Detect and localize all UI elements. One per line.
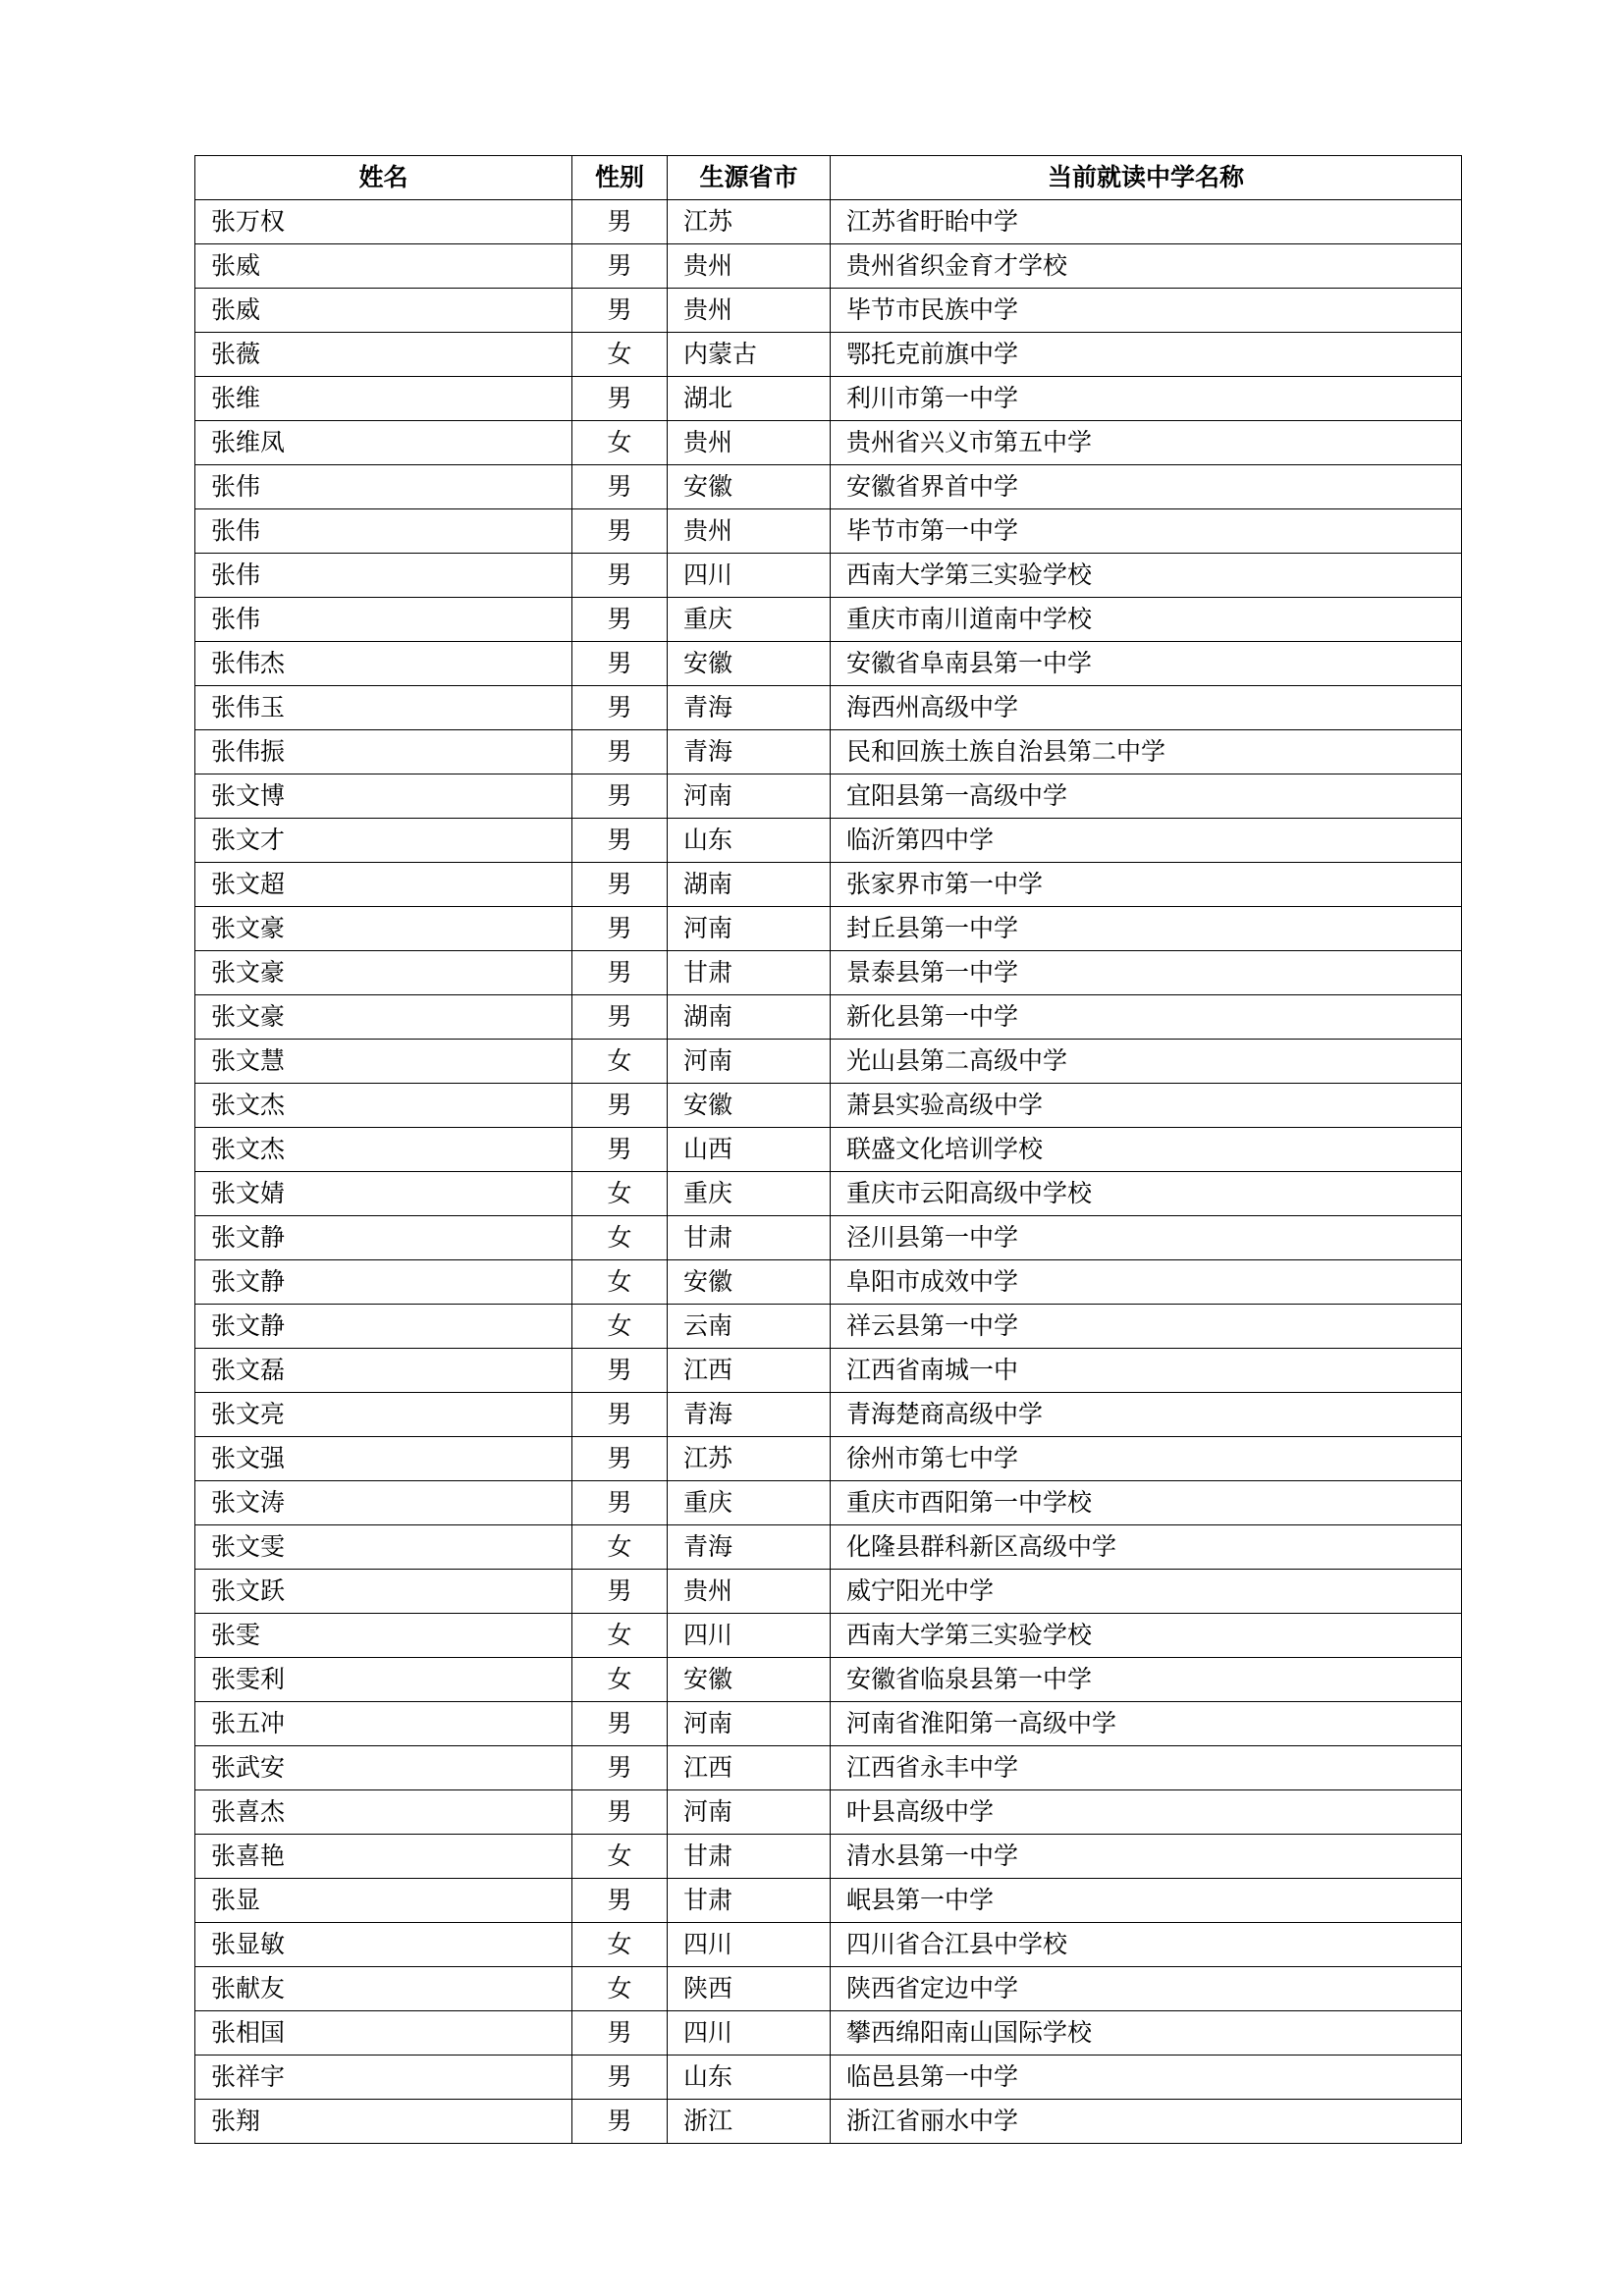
cell-province: 山东: [668, 819, 831, 863]
cell-name: 张威: [195, 244, 572, 289]
cell-school: 利川市第一中学: [831, 377, 1462, 421]
cell-province: 重庆: [668, 1172, 831, 1216]
table-row: [195, 1216, 1462, 1260]
cell-gender: 女: [572, 1658, 668, 1702]
cell-school: 青海楚商高级中学: [831, 1393, 1462, 1437]
table-row: [195, 333, 1462, 377]
cell-school: 景泰县第一中学: [831, 951, 1462, 995]
table-row: [195, 1835, 1462, 1879]
header-name: 姓名: [195, 156, 572, 200]
cell-province: 河南: [668, 907, 831, 951]
cell-school: 贵州省织金育才学校: [831, 244, 1462, 289]
cell-school: 萧县实验高级中学: [831, 1084, 1462, 1128]
cell-province: 江西: [668, 1746, 831, 1790]
cell-gender: 女: [572, 1967, 668, 2011]
cell-name: 张文静: [195, 1305, 572, 1349]
table-row: [195, 1746, 1462, 1790]
cell-name: 张喜艳: [195, 1835, 572, 1879]
cell-school: 宜阳县第一高级中学: [831, 774, 1462, 819]
cell-province: 贵州: [668, 421, 831, 465]
cell-school: 浙江省丽水中学: [831, 2100, 1462, 2144]
table-row: [195, 1967, 1462, 2011]
cell-name: 张祥宇: [195, 2056, 572, 2100]
table-row: [195, 377, 1462, 421]
cell-name: 张显敏: [195, 1923, 572, 1967]
cell-school: 海西州高级中学: [831, 686, 1462, 730]
cell-name: 张文杰: [195, 1084, 572, 1128]
cell-school: 泾川县第一中学: [831, 1216, 1462, 1260]
table-row: [195, 1481, 1462, 1525]
table-row: [195, 2100, 1462, 2144]
cell-name: 张文杰: [195, 1128, 572, 1172]
cell-name: 张伟玉: [195, 686, 572, 730]
cell-gender: 男: [572, 1393, 668, 1437]
cell-name: 张文磊: [195, 1349, 572, 1393]
cell-name: 张文超: [195, 863, 572, 907]
cell-gender: 女: [572, 1525, 668, 1570]
cell-name: 张文豪: [195, 995, 572, 1040]
cell-school: 清水县第一中学: [831, 1835, 1462, 1879]
table-row: [195, 554, 1462, 598]
cell-gender: 男: [572, 1084, 668, 1128]
table-row: [195, 1128, 1462, 1172]
cell-name: 张伟: [195, 554, 572, 598]
cell-name: 张维: [195, 377, 572, 421]
table-row: [195, 1349, 1462, 1393]
cell-gender: 男: [572, 2100, 668, 2144]
cell-name: 张文强: [195, 1437, 572, 1481]
cell-name: 张伟: [195, 509, 572, 554]
cell-school: 新化县第一中学: [831, 995, 1462, 1040]
table-row: [195, 421, 1462, 465]
cell-school: 联盛文化培训学校: [831, 1128, 1462, 1172]
cell-province: 贵州: [668, 1570, 831, 1614]
cell-province: 安徽: [668, 1084, 831, 1128]
table-row: [195, 1172, 1462, 1216]
cell-school: 封丘县第一中学: [831, 907, 1462, 951]
cell-province: 安徽: [668, 642, 831, 686]
table-row: [195, 1923, 1462, 1967]
cell-gender: 男: [572, 1746, 668, 1790]
cell-name: 张喜杰: [195, 1790, 572, 1835]
cell-gender: 女: [572, 1614, 668, 1658]
table-row: [195, 2056, 1462, 2100]
table-row: [195, 774, 1462, 819]
cell-name: 张文跃: [195, 1570, 572, 1614]
cell-gender: 男: [572, 1437, 668, 1481]
table-row: [195, 1658, 1462, 1702]
cell-school: 西南大学第三实验学校: [831, 1614, 1462, 1658]
cell-province: 四川: [668, 1614, 831, 1658]
table-row: [195, 1702, 1462, 1746]
cell-province: 甘肃: [668, 951, 831, 995]
cell-school: 岷县第一中学: [831, 1879, 1462, 1923]
cell-gender: 男: [572, 1349, 668, 1393]
header-school: 当前就读中学名称: [831, 156, 1462, 200]
cell-gender: 男: [572, 686, 668, 730]
cell-gender: 女: [572, 1172, 668, 1216]
cell-name: 张维凤: [195, 421, 572, 465]
cell-name: 张献友: [195, 1967, 572, 2011]
cell-school: 西南大学第三实验学校: [831, 554, 1462, 598]
cell-gender: 男: [572, 554, 668, 598]
cell-province: 河南: [668, 1702, 831, 1746]
table-row: [195, 1437, 1462, 1481]
student-roster-table: [194, 155, 1462, 2144]
cell-name: 张薇: [195, 333, 572, 377]
cell-gender: 男: [572, 1879, 668, 1923]
cell-gender: 男: [572, 509, 668, 554]
table-row: [195, 730, 1462, 774]
header-gender: 性别: [572, 156, 668, 200]
table-row: [195, 598, 1462, 642]
table-row: [195, 1393, 1462, 1437]
cell-name: 张文婧: [195, 1172, 572, 1216]
cell-name: 张伟: [195, 465, 572, 509]
cell-gender: 女: [572, 1040, 668, 1084]
cell-school: 鄂托克前旗中学: [831, 333, 1462, 377]
cell-gender: 男: [572, 289, 668, 333]
cell-province: 贵州: [668, 509, 831, 554]
cell-province: 陕西: [668, 1967, 831, 2011]
cell-gender: 男: [572, 1790, 668, 1835]
cell-name: 张翔: [195, 2100, 572, 2144]
cell-school: 化隆县群科新区高级中学: [831, 1525, 1462, 1570]
cell-name: 张文静: [195, 1260, 572, 1305]
cell-province: 甘肃: [668, 1835, 831, 1879]
cell-name: 张文豪: [195, 907, 572, 951]
cell-province: 甘肃: [668, 1879, 831, 1923]
cell-province: 河南: [668, 1790, 831, 1835]
table-row: [195, 1305, 1462, 1349]
cell-gender: 男: [572, 200, 668, 244]
table-row: [195, 1040, 1462, 1084]
cell-school: 河南省淮阳第一高级中学: [831, 1702, 1462, 1746]
table-row: [195, 509, 1462, 554]
cell-province: 浙江: [668, 2100, 831, 2144]
cell-school: 陕西省定边中学: [831, 1967, 1462, 2011]
cell-gender: 男: [572, 907, 668, 951]
cell-gender: 女: [572, 1260, 668, 1305]
table-row: [195, 1790, 1462, 1835]
cell-province: 青海: [668, 1393, 831, 1437]
table-row: [195, 1614, 1462, 1658]
cell-gender: 男: [572, 377, 668, 421]
cell-gender: 女: [572, 421, 668, 465]
cell-gender: 女: [572, 1216, 668, 1260]
table-row: [195, 465, 1462, 509]
cell-gender: 男: [572, 819, 668, 863]
cell-school: 四川省合江县中学校: [831, 1923, 1462, 1967]
cell-name: 张雯: [195, 1614, 572, 1658]
cell-gender: 男: [572, 730, 668, 774]
table-row: [195, 995, 1462, 1040]
table-row: [195, 2011, 1462, 2056]
table-row: [195, 1570, 1462, 1614]
cell-gender: 女: [572, 1835, 668, 1879]
cell-school: 毕节市民族中学: [831, 289, 1462, 333]
table-row: [195, 951, 1462, 995]
cell-school: 民和回族土族自治县第二中学: [831, 730, 1462, 774]
cell-gender: 男: [572, 642, 668, 686]
cell-gender: 男: [572, 1128, 668, 1172]
table-row: [195, 244, 1462, 289]
cell-province: 湖南: [668, 995, 831, 1040]
cell-province: 四川: [668, 1923, 831, 1967]
cell-school: 阜阳市成效中学: [831, 1260, 1462, 1305]
cell-school: 光山县第二高级中学: [831, 1040, 1462, 1084]
cell-province: 云南: [668, 1305, 831, 1349]
cell-school: 攀西绵阳南山国际学校: [831, 2011, 1462, 2056]
cell-name: 张文亮: [195, 1393, 572, 1437]
cell-school: 重庆市南川道南中学校: [831, 598, 1462, 642]
cell-school: 张家界市第一中学: [831, 863, 1462, 907]
cell-name: 张文博: [195, 774, 572, 819]
cell-name: 张文涛: [195, 1481, 572, 1525]
table-row: [195, 642, 1462, 686]
cell-school: 徐州市第七中学: [831, 1437, 1462, 1481]
cell-name: 张文慧: [195, 1040, 572, 1084]
cell-province: 江西: [668, 1349, 831, 1393]
cell-name: 张文豪: [195, 951, 572, 995]
table-row: [195, 907, 1462, 951]
cell-name: 张五冲: [195, 1702, 572, 1746]
cell-gender: 男: [572, 1570, 668, 1614]
cell-gender: 男: [572, 951, 668, 995]
cell-school: 安徽省界首中学: [831, 465, 1462, 509]
table-row: [195, 819, 1462, 863]
cell-province: 四川: [668, 2011, 831, 2056]
cell-gender: 男: [572, 1702, 668, 1746]
cell-gender: 女: [572, 333, 668, 377]
cell-province: 青海: [668, 730, 831, 774]
cell-province: 安徽: [668, 1658, 831, 1702]
cell-school: 叶县高级中学: [831, 1790, 1462, 1835]
cell-name: 张威: [195, 289, 572, 333]
table-row: [195, 1260, 1462, 1305]
cell-gender: 男: [572, 598, 668, 642]
table-body: [195, 200, 1462, 2144]
cell-name: 张相国: [195, 2011, 572, 2056]
cell-school: 江西省南城一中: [831, 1349, 1462, 1393]
cell-province: 江苏: [668, 200, 831, 244]
cell-province: 贵州: [668, 244, 831, 289]
cell-province: 青海: [668, 1525, 831, 1570]
cell-gender: 男: [572, 2056, 668, 2100]
cell-school: 重庆市云阳高级中学校: [831, 1172, 1462, 1216]
table-row: [195, 200, 1462, 244]
cell-name: 张伟振: [195, 730, 572, 774]
table-row: [195, 686, 1462, 730]
cell-province: 内蒙古: [668, 333, 831, 377]
cell-school: 江苏省盱眙中学: [831, 200, 1462, 244]
cell-gender: 男: [572, 465, 668, 509]
cell-province: 河南: [668, 774, 831, 819]
cell-school: 临邑县第一中学: [831, 2056, 1462, 2100]
cell-province: 湖南: [668, 863, 831, 907]
cell-province: 青海: [668, 686, 831, 730]
cell-name: 张武安: [195, 1746, 572, 1790]
cell-province: 甘肃: [668, 1216, 831, 1260]
cell-gender: 男: [572, 995, 668, 1040]
cell-school: 安徽省临泉县第一中学: [831, 1658, 1462, 1702]
cell-name: 张伟杰: [195, 642, 572, 686]
header-province: 生源省市: [668, 156, 831, 200]
cell-gender: 男: [572, 1481, 668, 1525]
cell-name: 张伟: [195, 598, 572, 642]
cell-school: 祥云县第一中学: [831, 1305, 1462, 1349]
cell-province: 江苏: [668, 1437, 831, 1481]
cell-school: 毕节市第一中学: [831, 509, 1462, 554]
cell-school: 贵州省兴义市第五中学: [831, 421, 1462, 465]
cell-name: 张文雯: [195, 1525, 572, 1570]
table-row: [195, 289, 1462, 333]
cell-province: 重庆: [668, 1481, 831, 1525]
cell-school: 江西省永丰中学: [831, 1746, 1462, 1790]
cell-province: 重庆: [668, 598, 831, 642]
cell-school: 威宁阳光中学: [831, 1570, 1462, 1614]
cell-province: 四川: [668, 554, 831, 598]
cell-gender: 女: [572, 1305, 668, 1349]
cell-school: 重庆市酉阳第一中学校: [831, 1481, 1462, 1525]
cell-gender: 男: [572, 774, 668, 819]
cell-name: 张文才: [195, 819, 572, 863]
cell-school: 安徽省阜南县第一中学: [831, 642, 1462, 686]
table-row: [195, 863, 1462, 907]
cell-province: 安徽: [668, 465, 831, 509]
table-row: [195, 1525, 1462, 1570]
cell-province: 安徽: [668, 1260, 831, 1305]
cell-province: 山东: [668, 2056, 831, 2100]
cell-name: 张文静: [195, 1216, 572, 1260]
cell-name: 张万权: [195, 200, 572, 244]
cell-name: 张显: [195, 1879, 572, 1923]
table-header-row: [195, 156, 1462, 200]
cell-name: 张雯利: [195, 1658, 572, 1702]
cell-gender: 女: [572, 1923, 668, 1967]
cell-gender: 男: [572, 2011, 668, 2056]
cell-gender: 男: [572, 863, 668, 907]
table-row: [195, 1084, 1462, 1128]
cell-province: 贵州: [668, 289, 831, 333]
cell-province: 河南: [668, 1040, 831, 1084]
cell-gender: 男: [572, 244, 668, 289]
table-row: [195, 1879, 1462, 1923]
cell-province: 湖北: [668, 377, 831, 421]
cell-province: 山西: [668, 1128, 831, 1172]
cell-school: 临沂第四中学: [831, 819, 1462, 863]
